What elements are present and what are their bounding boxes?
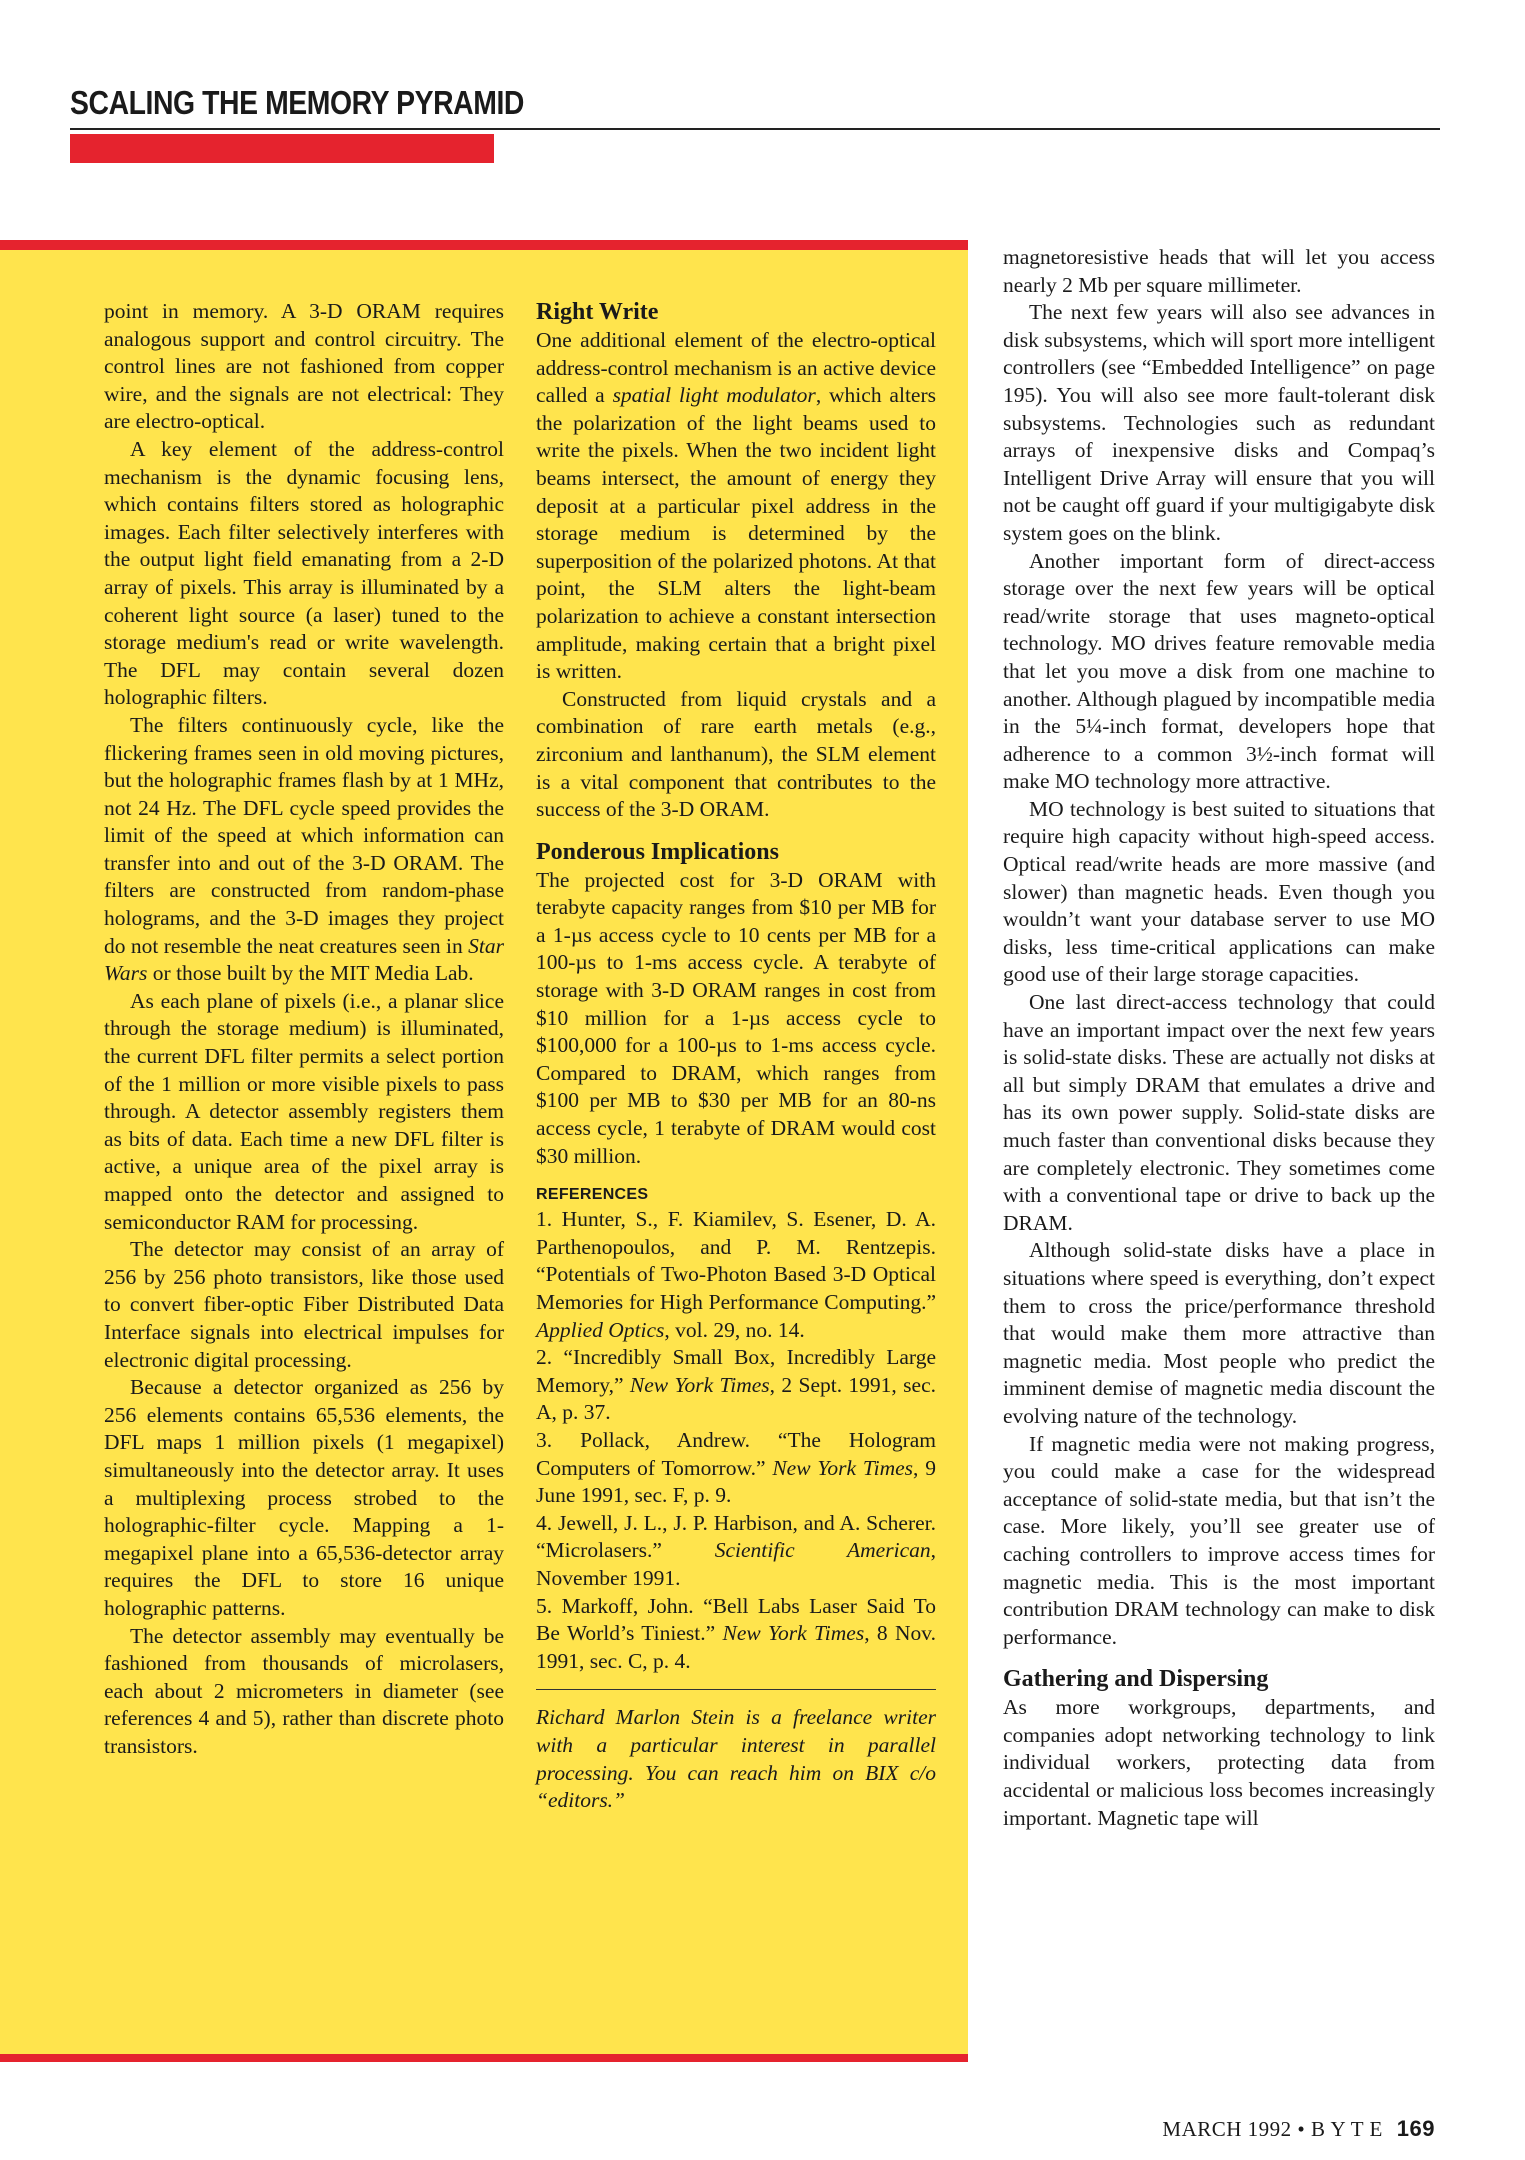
page-footer xyxy=(1162,2116,1435,2142)
issue-label: MARCH 1992 • B Y T E xyxy=(1162,2117,1383,2141)
header-accent-bar xyxy=(70,134,494,163)
paragraph: The projected cost for 3-D ORAM with terabyte capacity ranges from $10 per MB for a 1-µs access cycle to 10 cents per MB for a 100-µs to 1-ms access cycle. A terabyte of storage with 3-D ORAM ranges in cost from $10 million for a 1-µs access cycle to $100,000 for a 100-µs to 1-ms access cycle. Compared to DRAM, which ranges from $100 per MB to $30 per MB for an 80-ns access cycle, 1 terabyte of DRAM would cost $30 million. xyxy=(536,867,936,1168)
section-heading: Gathering and Dispersing xyxy=(1003,1666,1269,1693)
paragraph: The filters continuously cycle, like the flickering frames seen in old moving pictures, but the holographic frames flash by at 1 MHz, not 24 Hz. The DFL cycle speed provides the limit of the speed at which information can transfer into and out of the 3-D ORAM. The filters are constructed from random-phase holograms, and the 3-D images they project do not resemble the neat creatures seen in Star Wars or those built by the MIT Media Lab. xyxy=(104,712,504,986)
reference-item: 2. “Incredibly Small Box, Incredibly Large Memory,” New York Times, 2 Sept. 1991, sec. A, p. 37. xyxy=(536,1345,936,1425)
page-number: 169 xyxy=(1396,2116,1435,2141)
author-bio: Richard Marlon Stein is a freelance writer with a particular interest in parallel processing. You can reach him on BIX c/o “editors.” xyxy=(536,1705,936,1813)
paragraph: The detector assembly may eventually be fashioned from thousands of microlasers, each about 2 micrometers in diameter (see references 4 and 5), rather than discrete photo transistors. xyxy=(104,1623,504,1758)
paragraph: Although solid-state disks have a place in situations where speed is everything, don’t expect them to cross the price/performance threshold that would make them more attractive than magnetic media. Most people who predict the imminent demise of magnetic media discount the evolving nature of the technology. xyxy=(1003,1238,1435,1428)
sidebar-column-2 xyxy=(536,298,936,1815)
reference-item: 3. Pollack, Andrew. “The Hologram Computers of Tomorrow.” New York Times, 9 June 1991, sec. F, p. 9. xyxy=(536,1427,936,1508)
reference-item: 5. Markoff, John. “Bell Labs Laser Said To Be World’s Tiniest.” New York Times, 8 Nov. 1991, sec. C, p. 4. xyxy=(536,1593,936,1673)
paragraph: The detector may consist of an array of 256 by 256 photo transistors, like those used to convert fiber-optic Fiber Distributed Data Interface signals into electrical impulses for electronic digital processing. xyxy=(104,1237,504,1372)
bio-rule xyxy=(536,1689,936,1690)
reference-item: 1. Hunter, S., F. Kiamilev, S. Esener, D. A. Parthenopoulos, and P. M. Rentzepis. “Potentials of Two-Photon Based 3-D Optical Memories for High Performance Computing.” Applied Optics, vol. 29, no. 14. xyxy=(536,1207,936,1342)
paragraph: Because a detector organized as 256 by 256 elements contains 65,536 elements, the DFL maps 1 million pixels (1 megapixel) simultaneously into the detector array. It uses a multiplexing process strobed to the holographic-filter cycle. Mapping a 1-megapixel plane into a 65,536-detector array requires the DFL to store 16 unique holographic patterns. xyxy=(104,1375,504,1620)
article-column xyxy=(1003,244,1435,1832)
running-header: SCALING THE MEMORY PYRAMID xyxy=(70,84,524,121)
paragraph: magnetoresistive heads that will let you access nearly 2 Mb per square millimeter. xyxy=(1003,245,1435,297)
paragraph: MO technology is best suited to situations that require high capacity without high-speed access. Optical read/write heads are more massive (and slower) than magnetic heads. Even though you wouldn’t want your database server to use MO disks, less time-critical applications can make good use of their large storage capacities. xyxy=(1003,796,1435,987)
sidebar-bottom-rule xyxy=(0,2054,968,2062)
paragraph: The next few years will also see advances in disk subsystems, which will sport more intelligent controllers (see “Embedded Intelligence” on page 195). You will also see more fault-tolerant disk subsystems. Technologies such as redundant arrays of inexpensive disks and Compaq’s Intelligent Drive Array will ensure that you will not be caught off guard if your multigigabyte disk system goes on the blink. xyxy=(1003,300,1435,545)
paragraph: One additional element of the electro-optical address-control mechanism is an active device called a spatial light modulator, which alters the polarization of the light beams used to write the pixels. When the two incident light beams intersect, the amount of energy they deposit at a particular pixel address in the storage medium is determined by the superposition of the polarized photons. At that point, the SLM alters the light-beam polarization to achieve a constant intersection amplitude, making certain that a bright pixel is written. xyxy=(536,328,936,684)
references-heading: REFERENCES xyxy=(536,1186,649,1204)
section-heading: Ponderous Implications xyxy=(536,838,779,865)
sidebar-column-1 xyxy=(104,298,504,1760)
sidebar-top-rule xyxy=(0,240,968,250)
paragraph: Another important form of direct-access storage over the next few years will be optical read/write storage that uses magneto-optical technology. MO drives feature removable media that let you move a disk from one machine to another. Although plagued by incompatible media in the 5¼-inch format, developers hope that adherence to a common 3½-inch format will make MO technology more attractive. xyxy=(1003,548,1435,794)
paragraph: A key element of the address-control mechanism is the dynamic focusing lens, which contains filters stored as holographic images. Each filter selectively interferes with the output light field emanating from a 2-D array of pixels. This array is illuminated by a coherent light source (a laser) tuned to the storage medium's read or write wavelength. The DFL may contain several dozen holographic filters. xyxy=(104,436,504,710)
paragraph: As each plane of pixels (i.e., a planar slice through the storage medium) is illuminated, the current DFL filter permits a select portion of the 1 million or more visible pixels to pass through. A detector assembly registers them as bits of data. Each time a new DFL filter is active, a unique area of the pixel array is mapped onto the detector and assigned to semiconductor RAM for processing. xyxy=(104,988,504,1234)
paragraph: point in memory. A 3-D ORAM requires analogous support and control circuitry. The control lines are not fashioned from copper wire, and the signals are not electrical: They are electro-optical. xyxy=(104,299,504,434)
section-heading: Right Write xyxy=(536,299,659,325)
paragraph: If magnetic media were not making progress, you could make a case for the widespread acceptance of solid-state media, but that isn’t the case. More likely, you’ll see greater use of caching controllers to improve access times for magnetic media. This is the most important contribution DRAM technology can make to disk performance. xyxy=(1003,1431,1435,1649)
paragraph: Constructed from liquid crystals and a combination of rare earth metals (e.g., zirconium and lanthanum), the SLM element is a vital component that contributes to the success of the 3-D ORAM. xyxy=(536,686,936,822)
paragraph: As more workgroups, departments, and companies adopt networking technology to link individual workers, protecting data from accidental or malicious loss becomes increasingly important. Magnetic tape will xyxy=(1003,1695,1435,1830)
paragraph: One last direct-access technology that could have an important impact over the next few years is solid-state disks. These are actually not disks at all but simply DRAM that emulates a drive and has its own power supply. Solid-state disks are much faster than conventional disks because they are completely electronic. They sometimes come with a conventional tape or drive to back up the DRAM. xyxy=(1003,990,1435,1235)
reference-item: 4. Jewell, J. L., J. P. Harbison, and A. Scherer. “Microlasers.” Scientific American, November 1991. xyxy=(536,1510,936,1590)
header-rule xyxy=(70,128,1440,130)
